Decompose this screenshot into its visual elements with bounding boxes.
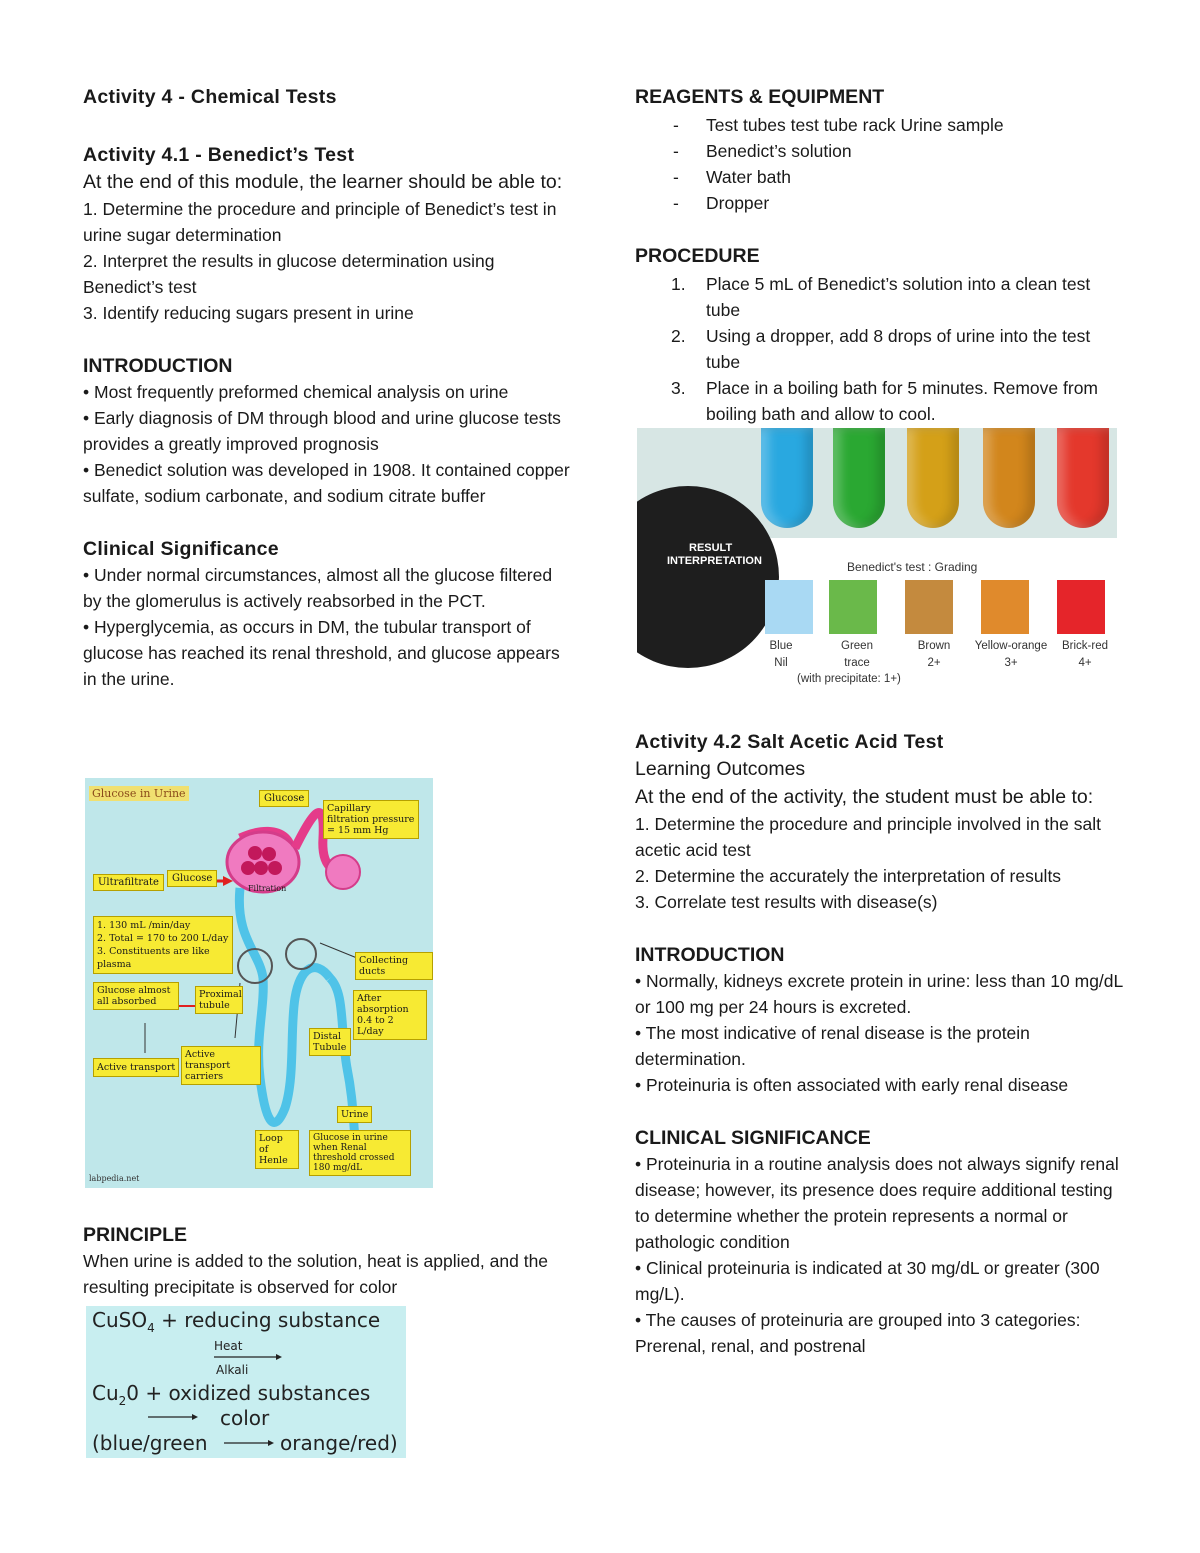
grading-label: Benedict's test : Grading	[847, 560, 978, 574]
activity-42-title: Activity 4.2 Salt Acetic Acid Test	[635, 731, 944, 753]
label-heat: Heat	[214, 1339, 243, 1353]
clinical-bullet-2: • The causes of proteinuria are grouped into 3 categories: Prerenal, renal, and postrenal	[635, 1310, 1081, 1356]
procedure-step: 2. Using a dropper, add 8 drops of urine into the test tube	[671, 326, 1091, 372]
clinical-bullet-2: • Clinical proteinuria is indicated at 30 mg/dL or greater (300 mg/L).	[635, 1258, 1100, 1304]
principle-text: When urine is added to the solution, heat is applied, and the resulting precipitate is observed for color	[83, 1251, 549, 1297]
label-orange-red: orange/red)	[280, 1431, 398, 1455]
learning-outcomes-label: Learning Outcomes	[635, 758, 806, 780]
reagent-item: - Test tubes test tube rack Urine sample	[635, 112, 1125, 138]
intro-bullet-2: • The most indicative of renal disease is the protein determination.	[635, 1023, 1030, 1069]
left-column	[83, 84, 573, 692]
test-tube-yellow-orange	[983, 428, 1035, 528]
procedure-list	[635, 271, 1125, 427]
intro-bullet: • Benedict solution was developed in 1908. It contained copper sulfate, sodium carbonate, and sodium citrate buffer	[83, 460, 570, 506]
distal-coil	[286, 939, 316, 969]
grade-swatch-green	[829, 580, 877, 634]
kidney-diagram-figure	[85, 778, 433, 1188]
diagram-title: Glucose in Urine	[89, 786, 189, 801]
label-collecting: Collecting ducts	[355, 952, 433, 980]
badge-line-1: RESULT	[689, 542, 733, 554]
grade-swatch-brick-red	[1057, 580, 1105, 634]
clinical-heading-2: CLINICAL SIGNIFICANCE	[635, 1127, 871, 1149]
label-color: color	[220, 1406, 270, 1430]
equation-line-2: $Cu_20$ + oxidized substances	[92, 1381, 371, 1408]
test-tube-green	[833, 428, 885, 528]
objective-item: 2. Interpret the results in glucose determination using Benedict’s test	[83, 251, 495, 297]
label-loop: Loop of Henle	[255, 1130, 299, 1169]
arrow-color	[148, 1412, 200, 1422]
grade-value: 2+	[927, 657, 941, 669]
intro-bullet-2: • Proteinuria is often associated with early renal disease	[635, 1075, 1069, 1095]
activity-41-title: Activity 4.1 - Benedict’s Test	[83, 144, 355, 166]
introduction-heading: INTRODUCTION	[83, 355, 233, 377]
reagent-item: - Water bath	[635, 164, 1125, 190]
list-line: 1. 130 mL /min/day	[97, 920, 191, 931]
clinical-bullet: • Hyperglycemia, as occurs in DM, the tubular transport of glucose has reached its renal threshold, and glucose appears in the urine.	[83, 617, 560, 689]
label-after-absorption: After absorption 0.4 to 2 L/day	[353, 990, 427, 1040]
arrow-to-orange	[224, 1438, 276, 1448]
procedure-heading: PROCEDURE	[635, 245, 760, 267]
procedure-step: 3. Place in a boiling bath for 5 minutes. Remove from boiling bath and allow to cool.	[671, 378, 1098, 424]
outcome-item: 2. Determine the accurately the interpretation of results	[635, 866, 1062, 886]
list-line: 2. Total = 170 to 200 L/day	[97, 933, 229, 944]
objectives-intro: At the end of this module, the learner should be able to:	[83, 171, 563, 193]
label-filtration: Filtration	[248, 884, 287, 893]
principle-heading: PRINCIPLE	[83, 1224, 188, 1246]
capillary-blob	[326, 855, 360, 889]
label-capillary: Capillary filtration pressure = 15 mm Hg	[323, 800, 419, 839]
label-proximal: Proximal tubule	[195, 986, 243, 1014]
grade-swatch-brown	[905, 580, 953, 634]
label-ultrafiltrate-list	[93, 916, 233, 974]
benedict-equation-figure	[86, 1306, 406, 1458]
intro-bullet-2: • Normally, kidneys excrete protein in urine: less than 10 mg/dL or 100 mg per 24 hours is excreted.	[635, 971, 1123, 1017]
label-carriers: Active transport carriers	[181, 1046, 261, 1085]
label-distal: Distal Tubule	[309, 1028, 351, 1056]
outcomes-intro: At the end of the activity, the student must be able to:	[635, 786, 1094, 808]
label-threshold: Glucose in urine when Renal threshold crossed 180 mg/dL	[309, 1130, 411, 1176]
grade-value: Nil	[774, 657, 788, 669]
right-column-top	[635, 84, 1125, 427]
test-tube-brown	[907, 428, 959, 528]
grade-value: trace	[844, 657, 870, 669]
reagents-heading: REAGENTS & EQUIPMENT	[635, 86, 885, 108]
badge-line-2: INTERPRETATION	[667, 555, 762, 567]
grade-value: 4+	[1078, 657, 1092, 669]
diagram-credit: labpedia.net	[89, 1174, 140, 1183]
test-tube-blue	[761, 428, 813, 528]
objective-item: 1. Determine the procedure and principle of Benedict’s test in urine sugar determination	[83, 199, 557, 245]
introduction-heading-2: INTRODUCTION	[635, 944, 785, 966]
test-tube-brick-red	[1057, 428, 1109, 528]
list-line: 3. Constituents are like plasma	[97, 946, 210, 970]
label-alkali: Alkali	[216, 1363, 249, 1377]
label-blue-green: (blue/green	[92, 1431, 208, 1455]
procedure-step: 1. Place 5 mL of Benedict’s solution into a clean test tube	[671, 274, 1091, 320]
intro-bullet: • Most frequently preformed chemical analysis on urine	[83, 382, 509, 402]
grade-name: Yellow-orange	[974, 640, 1048, 652]
grade-name: Blue	[769, 640, 793, 652]
grade-name: Brown	[917, 640, 951, 652]
right-column-bottom	[635, 729, 1125, 1359]
outcome-item: 1. Determine the procedure and principle involved in the salt acetic acid test	[635, 814, 1101, 860]
clinical-bullet-2: • Proteinuria in a routine analysis does not always signify renal disease; however, its presence does require additional testing to determine whether the protein represents a normal or pathologic condition	[635, 1154, 1119, 1252]
grade-name: Green	[841, 640, 873, 652]
result-interpretation-figure	[637, 428, 1117, 694]
grade-swatch-yellow-orange	[981, 580, 1029, 634]
reagents-list	[635, 112, 1125, 216]
label-glucose-top: Glucose	[259, 790, 309, 807]
label-glucose-mid: Glucose	[167, 870, 217, 887]
precipitate-note: (with precipitate: 1+)	[797, 673, 901, 685]
objective-item: 3. Identify reducing sugars present in urine	[83, 303, 414, 323]
arrow-heat	[214, 1352, 284, 1362]
principle-section	[83, 1222, 573, 1300]
reagent-item: - Dropper	[635, 190, 1125, 216]
clinical-bullet: • Under normal circumstances, almost all the glucose filtered by the glomerulus is actively reabsorbed in the PCT.	[83, 565, 553, 611]
clinical-heading: Clinical Significance	[83, 538, 279, 560]
nephron-tubule	[239, 888, 330, 1122]
label-almost-absorbed: Glucose almost all absorbed	[93, 982, 179, 1010]
label-active-transport: Active transport	[93, 1058, 179, 1077]
grade-swatch-blue	[765, 580, 813, 634]
grade-label	[1040, 638, 1117, 672]
label-ultrafiltrate: Ultrafiltrate	[93, 874, 164, 891]
intro-bullet: • Early diagnosis of DM through blood and urine glucose tests provides a greatly improved prognosis	[83, 408, 561, 454]
reagent-item: - Benedict’s solution	[635, 138, 1125, 164]
grade-name: Brick-red	[1061, 640, 1108, 652]
grade-value: 3+	[1004, 657, 1018, 669]
equation-line-1: CuSO$_4$ + reducing substance	[92, 1308, 381, 1335]
activity-title: Activity 4 - Chemical Tests	[83, 86, 337, 108]
label-urine: Urine	[337, 1106, 372, 1123]
outcome-item: 3. Correlate test results with disease(s)	[635, 892, 938, 912]
